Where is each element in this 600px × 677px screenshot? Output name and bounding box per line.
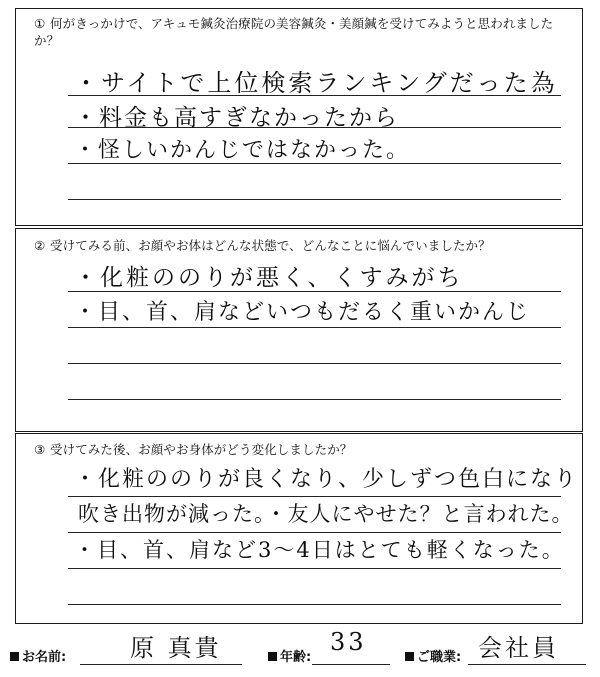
job-underline bbox=[468, 664, 586, 665]
question-3-label: 受けてみた後、お顔やお身体がどう変化しましたか？ bbox=[50, 442, 353, 457]
q3-answer-1: ・化粧ののりが良くなり、少しずつ色白になり bbox=[74, 467, 579, 492]
answer-line bbox=[68, 399, 561, 400]
job-label: ご職業: bbox=[405, 646, 461, 665]
q1-answer-2: ・料金も高すぎなかったから bbox=[74, 105, 399, 131]
answer-line bbox=[68, 604, 561, 605]
answer-line bbox=[68, 199, 561, 200]
question-2-label: 受けてみる前、お顔やお体はどんな状態で、どんなことに悩んでいましたか？ bbox=[50, 238, 491, 253]
q1-answer-3: ・怪しいかんじではなかった。 bbox=[74, 138, 411, 163]
answer-line bbox=[68, 532, 561, 533]
question-3-text bbox=[34, 441, 554, 458]
answer-line bbox=[68, 496, 561, 497]
question-3-number: ③ bbox=[34, 442, 46, 457]
answer-line bbox=[68, 568, 561, 569]
name-label: お名前: bbox=[10, 646, 66, 665]
square-bullet-icon bbox=[268, 652, 277, 661]
q1-answer-1: ・サイトで上位検索ランキングだった為 bbox=[74, 69, 558, 97]
question-2-text bbox=[34, 237, 554, 254]
q2-answer-2: ・目、首、肩などいつもだるく重いかんじ bbox=[74, 300, 531, 325]
age-value: 33 bbox=[330, 628, 367, 656]
age-underline bbox=[312, 664, 390, 665]
question-1-number: ① bbox=[34, 16, 46, 31]
question-2-number: ② bbox=[34, 238, 46, 253]
name-underline bbox=[80, 664, 242, 665]
square-bullet-icon bbox=[405, 652, 414, 661]
answer-line bbox=[68, 363, 561, 364]
question-3-box bbox=[15, 433, 583, 624]
question-1-box bbox=[15, 8, 583, 226]
job-value: 会社員 bbox=[478, 634, 559, 662]
answer-line bbox=[68, 327, 561, 328]
age-label: 年齢: bbox=[268, 646, 311, 665]
question-2-box bbox=[15, 228, 583, 432]
name-value: 原 真貴 bbox=[130, 634, 222, 662]
question-1-label: 何がきっかけで、アキュモ鍼灸治療院の美容鍼灸・美顔鍼を受けてみようと思われましたか？ bbox=[34, 16, 554, 48]
question-1-text bbox=[34, 15, 554, 49]
square-bullet-icon bbox=[10, 652, 19, 661]
q3-answer-2: 吹き出物が減った。・友人にやせた？と言われた。 bbox=[78, 502, 574, 526]
q3-answer-3: ・目、首、肩など3〜4日はとても軽くなった。 bbox=[74, 538, 565, 562]
q2-answer-1: ・化粧ののりが悪く、くすみがち bbox=[74, 265, 464, 291]
